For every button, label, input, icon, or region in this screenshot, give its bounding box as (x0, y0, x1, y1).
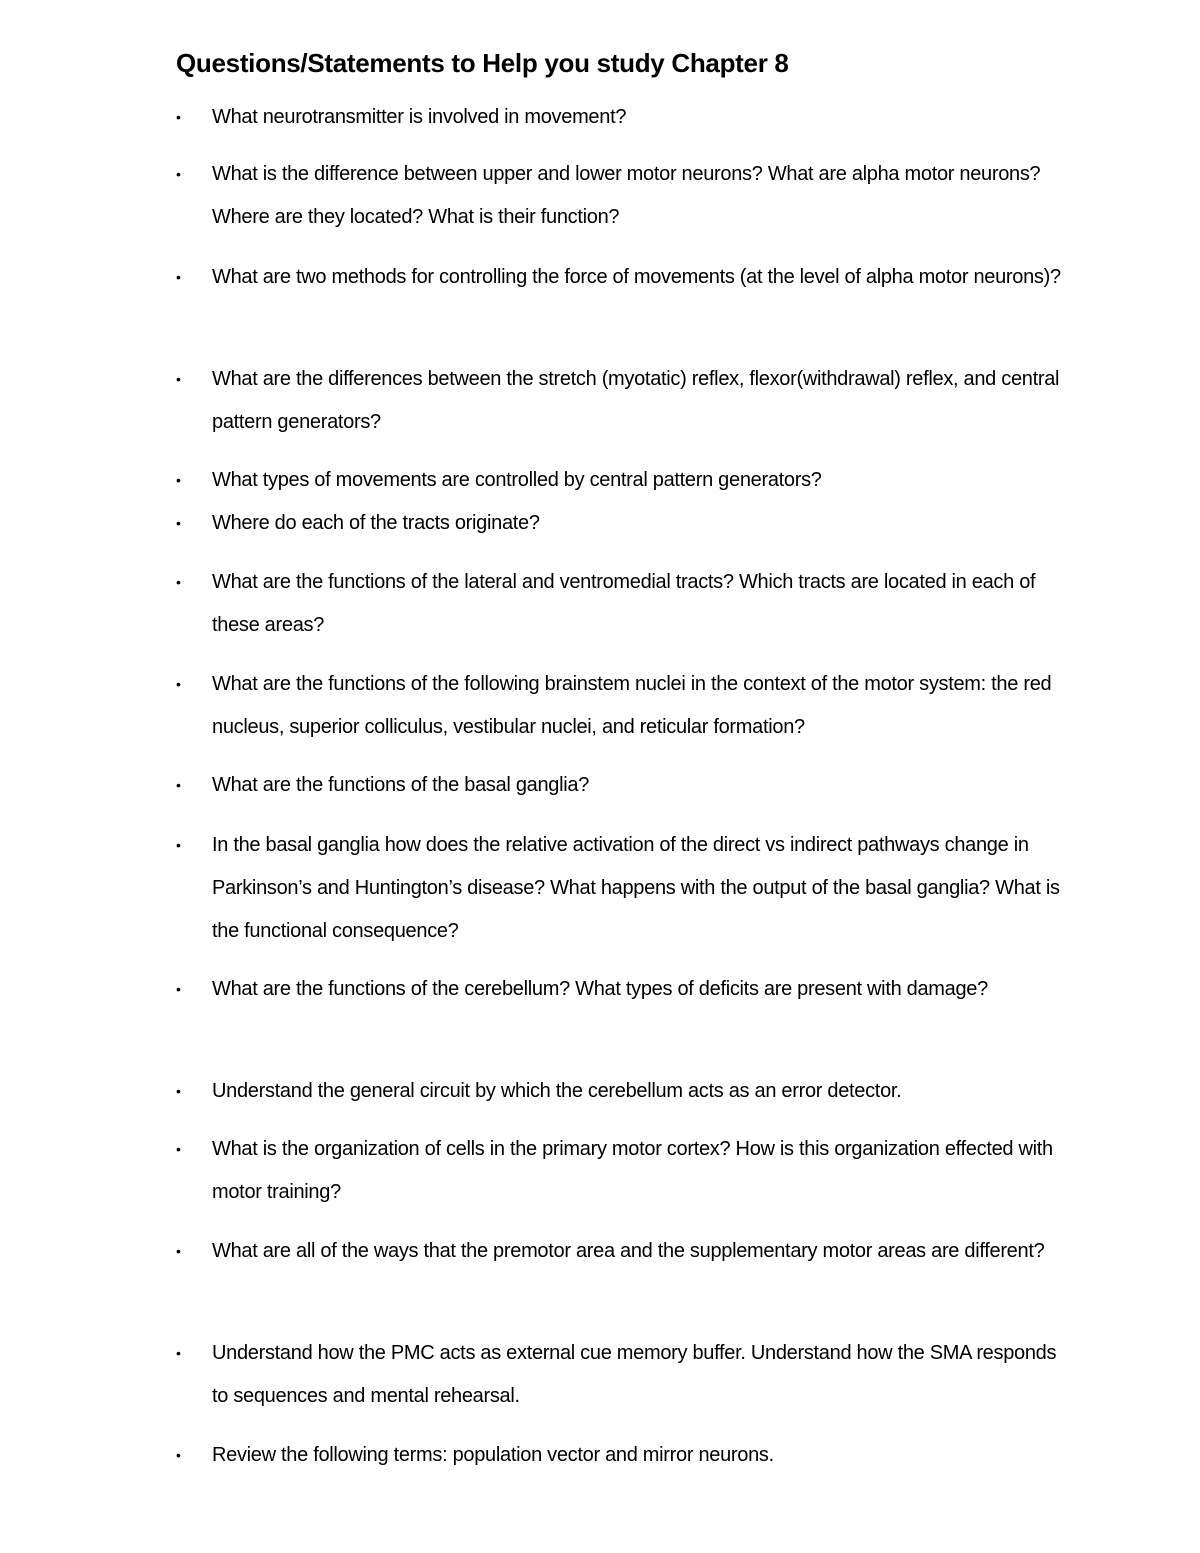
list-item (176, 561, 1076, 647)
list-item (176, 824, 1076, 953)
bullet-icon: • (176, 515, 181, 531)
bullet-icon: • (176, 574, 181, 590)
list-item-text: What is the organization of cells in the primary motor cortex? How is this organization effected with motor training? (212, 1138, 1053, 1203)
list-item-text: What types of movements are controlled by central pattern generators? (212, 469, 822, 491)
bullet-icon: • (176, 981, 181, 997)
bullet-icon: • (176, 1345, 181, 1361)
list-item (176, 153, 1076, 239)
list-item-text: Review the following terms: population vector and mirror neurons. (212, 1444, 774, 1466)
list-item-text: What are the functions of the basal ganglia? (212, 774, 590, 796)
bullet-icon: • (176, 1243, 181, 1259)
list-item-text: What are two methods for controlling the force of movements (at the level of alpha motor neurons)? (212, 266, 1061, 288)
bullet-icon: • (176, 1083, 181, 1099)
bullet-icon: • (176, 109, 181, 125)
bullet-icon: • (176, 1141, 181, 1157)
list-item (176, 502, 1076, 545)
list-item (176, 663, 1076, 749)
list-item-text: What are the functions of the cerebellum? What types of deficits are present with damage? (212, 978, 988, 1000)
bullet-icon: • (176, 166, 181, 182)
bullet-icon: • (176, 1447, 181, 1463)
list-item (176, 96, 1076, 139)
list-item-text: What neurotransmitter is involved in movement? (212, 106, 627, 128)
bullet-icon: • (176, 777, 181, 793)
list-item (176, 1128, 1076, 1214)
list-item-text: Where do each of the tracts originate? (212, 512, 540, 534)
list-item-text: What is the difference between upper and lower motor neurons? What are alpha motor neurons? Where are they located? What is their function? (212, 163, 1041, 228)
list-item (176, 256, 1076, 299)
list-item (176, 1434, 1076, 1477)
list-item (176, 764, 1076, 807)
list-item-text: In the basal ganglia how does the relative activation of the direct vs indirect pathways change in Parkinson’s and Huntington’s disease? What happens with the output of the basal ganglia? What is the functional consequence? (212, 834, 1060, 942)
list-item (176, 358, 1076, 444)
list-item-text: Understand how the PMC acts as external cue memory buffer. Understand how the SMA responds to sequences and mental rehearsal. (212, 1342, 1057, 1407)
bullet-icon: • (176, 269, 181, 285)
list-item-text: What are the functions of the following brainstem nuclei in the context of the motor system: the red nucleus, superior colliculus, vestibular nuclei, and reticular formation? (212, 673, 1052, 738)
bullet-icon: • (176, 837, 181, 853)
bullet-icon: • (176, 472, 181, 488)
list-item (176, 1230, 1076, 1273)
list-item (176, 1332, 1076, 1418)
bullet-icon: • (176, 371, 181, 387)
page-title: Questions/Statements to Help you study Chapter 8 (176, 48, 789, 78)
list-item (176, 968, 1076, 1011)
list-item (176, 1070, 1076, 1113)
list-item-text: What are the functions of the lateral and ventromedial tracts? Which tracts are located in each of these areas? (212, 571, 1036, 636)
list-item-text: What are all of the ways that the premotor area and the supplementary motor areas are different? (212, 1240, 1045, 1262)
list-item-text: What are the differences between the stretch (myotatic) reflex, flexor(withdrawal) reflex, and central pattern generators? (212, 368, 1060, 433)
list-item-text: Understand the general circuit by which the cerebellum acts as an error detector. (212, 1080, 902, 1102)
list-item (176, 459, 1076, 502)
bullet-icon: • (176, 676, 181, 692)
